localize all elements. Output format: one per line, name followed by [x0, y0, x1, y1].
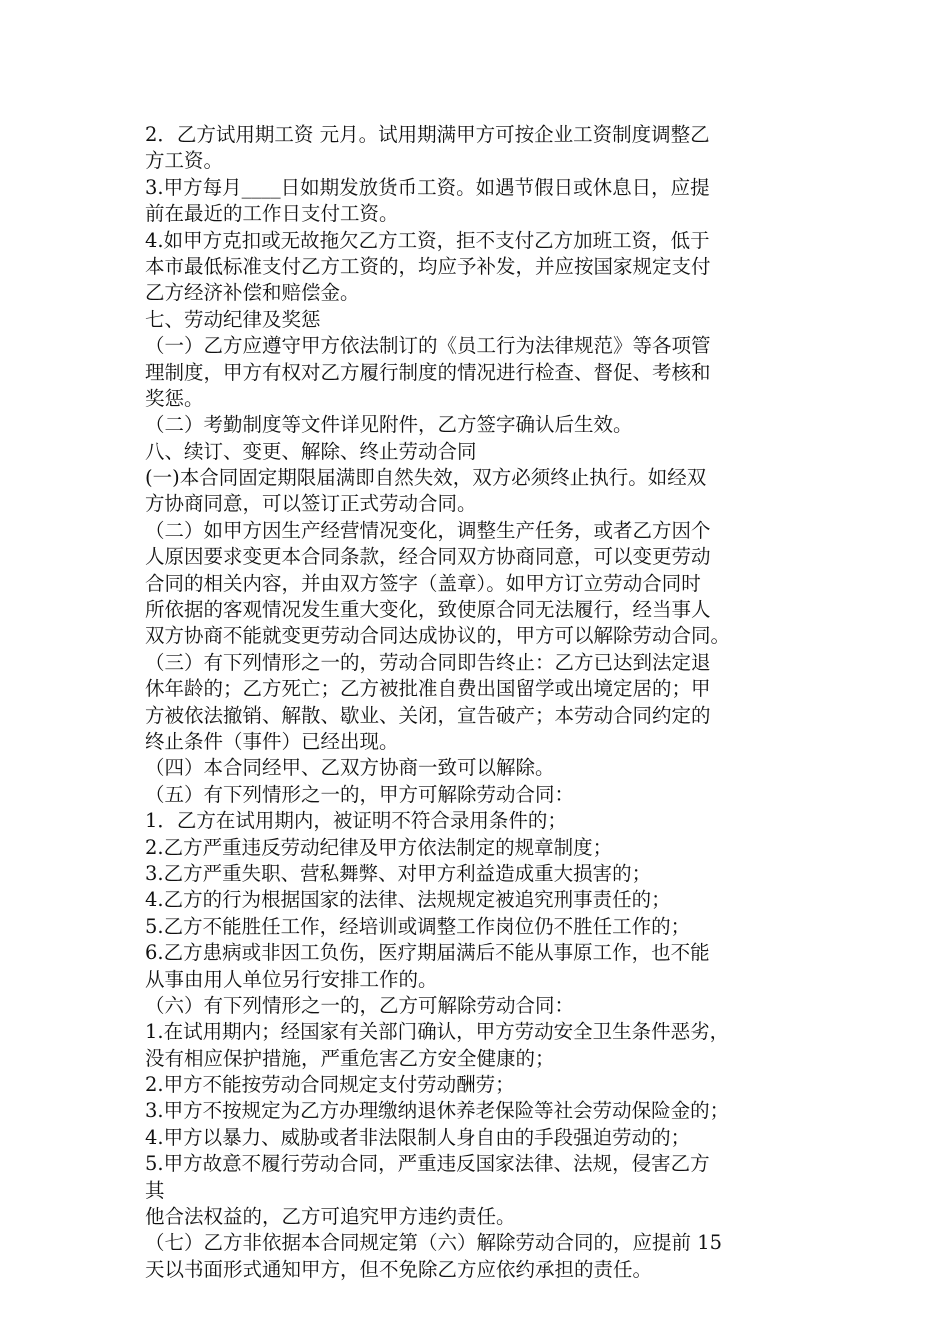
- text-line: 方工资。: [145, 149, 224, 173]
- section-heading: 七、劳动纪律及奖惩: [145, 307, 321, 331]
- text-line: 5.乙方不能胜任工作，经培训或调整工作岗位仍不胜任工作的；: [145, 914, 691, 938]
- text-line: 双方协商不能就变更劳动合同达成协议的，甲方可以解除劳动合同。: [145, 624, 731, 648]
- text-line: 4.乙方的行为根据国家的法律、法规规定被追究刑事责任的；: [145, 888, 671, 912]
- text-line: 1.在试用期内；经国家有关部门确认，甲方劳动安全卫生条件恶劣，: [145, 1020, 730, 1044]
- text-line: 3.甲方每月____日如期发放货币工资。如遇节假日或休息日，应提: [145, 175, 710, 199]
- text-line: (一)本合同固定期限届满即自然失效，双方必须终止执行。如经双: [145, 466, 707, 490]
- text-line: 休年龄的；乙方死亡；乙方被批准自费出国留学或出境定居的；甲: [145, 677, 711, 701]
- document-page: [145, 122, 815, 1283]
- text-line: 理制度，甲方有权对乙方履行制度的情况进行检查、督促、考核和: [145, 360, 711, 384]
- text-line: 2.甲方不能按劳动合同规定支付劳动酬劳；: [145, 1073, 515, 1097]
- text-line: 人原因要求变更本合同条款，经合同双方协商同意，可以变更劳动: [145, 545, 711, 569]
- text-line: 其: [145, 1178, 165, 1202]
- text-line: （二）考勤制度等文件详见附件，乙方签字确认后生效。: [145, 413, 633, 437]
- text-line: 方被依法撤销、解散、歇业、关闭，宣告破产；本劳动合同约定的: [145, 703, 711, 727]
- text-line: 天以书面形式通知甲方，但不免除乙方应依约承担的责任。: [145, 1257, 653, 1281]
- text-line: 5.甲方故意不履行劳动合同，严重违反国家法律、法规，侵害乙方: [145, 1152, 710, 1176]
- text-line: 1．乙方在试用期内，被证明不符合录用条件的；: [145, 809, 567, 833]
- text-line: 2.乙方严重违反劳动纪律及甲方依法制定的规章制度；: [145, 835, 613, 859]
- text-line: 4.如甲方克扣或无故拖欠乙方工资，拒不支付乙方加班工资，低于: [145, 228, 710, 252]
- text-line: 本市最低标准支付乙方工资的，均应予补发，并应按国家规定支付: [145, 254, 711, 278]
- text-line: （五）有下列情形之一的，甲方可解除劳动合同：: [145, 782, 575, 806]
- text-line: 没有相应保护措施，严重危害乙方安全健康的；: [145, 1046, 555, 1070]
- text-line: 前在最近的工作日支付工资。: [145, 202, 399, 226]
- text-line: 4.甲方以暴力、威胁或者非法限制人身自由的手段强迫劳动的；: [145, 1125, 691, 1149]
- text-line: （一）乙方应遵守甲方依法制订的《员工行为法律规范》等各项管: [145, 334, 711, 358]
- text-line: 所依据的客观情况发生重大变化，致使原合同无法履行，经当事人: [145, 598, 711, 622]
- text-line: （六）有下列情形之一的，乙方可解除劳动合同：: [145, 993, 575, 1017]
- text-line: （二）如甲方因生产经营情况变化，调整生产任务，或者乙方因个: [145, 518, 711, 542]
- text-line: 6.乙方患病或非因工负伤，医疗期届满后不能从事原工作，也不能: [145, 941, 710, 965]
- text-line: （四）本合同经甲、乙双方协商一致可以解除。: [145, 756, 555, 780]
- text-line: 奖惩。: [145, 386, 204, 410]
- text-line: 合同的相关内容，并由双方签字（盖章）。如甲方订立劳动合同时: [145, 571, 701, 595]
- text-line: 方协商同意，可以签订正式劳动合同。: [145, 492, 477, 516]
- section-heading: 八、续订、变更、解除、终止劳动合同: [145, 439, 477, 463]
- text-line: 他合法权益的，乙方可追究甲方违约责任。: [145, 1205, 516, 1229]
- text-line: 乙方经济补偿和赔偿金。: [145, 281, 360, 305]
- text-line: 3.甲方不按规定为乙方办理缴纳退休养老保险等社会劳动保险金的；: [145, 1099, 730, 1123]
- text-line: （三）有下列情形之一的，劳动合同即告终止：乙方已达到法定退: [145, 650, 711, 674]
- text-line: 终止条件（事件）已经出现。: [145, 729, 399, 753]
- text-line: （七）乙方非依据本合同规定第（六）解除劳动合同的，应提前 15: [145, 1231, 723, 1255]
- text-line: 从事由用人单位另行安排工作的。: [145, 967, 438, 991]
- text-line: 3.乙方严重失职、营私舞弊、对甲方利益造成重大损害的；: [145, 861, 652, 885]
- text-line: 2．乙方试用期工资 元月。试用期满甲方可按企业工资制度调整乙: [145, 123, 710, 146]
